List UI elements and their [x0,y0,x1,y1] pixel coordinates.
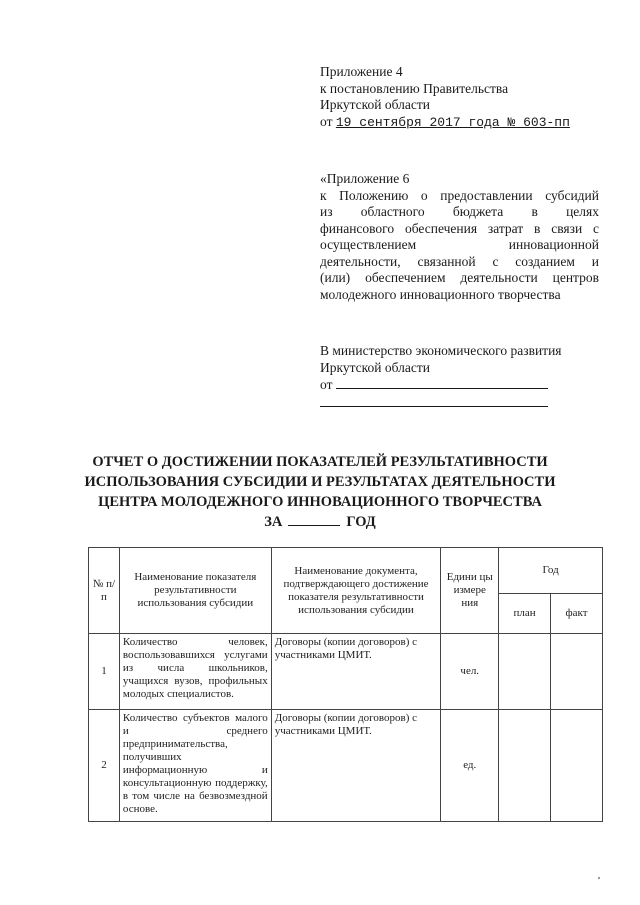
table-header-row [89,548,603,594]
row-num: 1 [89,634,120,710]
appendix-6-line: из областного бюджета в целях [320,204,599,219]
date-value: 19 сентября 2017 года № 603-пп [335,114,570,130]
row-document: Договоры (копии договоров) с участниками ЦМИТ. [271,634,441,710]
addressee-block [320,343,610,411]
row-unit: ед. [441,710,499,822]
addressee-ministry: В министерство экономического развития [320,343,562,358]
header-fact: факт [551,594,603,634]
appendix-4-date [320,114,600,132]
table-row [89,710,603,822]
header-year: Год [499,548,603,594]
appendix-6-line: финансового обеспечения затрат в связи с [320,220,599,236]
report-title [70,452,570,532]
report-period-line [70,512,570,532]
header-document: Наименование документа, подтверждающего достижение показателя результативности использования субсидии [271,548,441,634]
date-prefix: от [320,113,333,129]
scan-speck [598,877,600,879]
row-document: Договоры (копии договоров) с участниками ЦМИТ. [271,710,441,822]
from-label: от [320,377,333,392]
from-line [320,376,610,394]
header-indicator: Наименование показателя результативности использования субсидии [119,548,271,634]
row-num: 2 [89,710,120,822]
appendix-4-region: Иркутской области [320,97,431,112]
report-title-line: ЦЕНТРА МОЛОДЕЖНОГО ИННОВАЦИОННОГО ТВОРЧЕСТВА [98,494,542,510]
from-second-line [320,394,610,412]
from-blank-line[interactable] [336,376,548,389]
appendix-4-header [320,64,600,131]
row-unit: чел. [441,634,499,710]
year-blank[interactable] [288,512,340,526]
row-fact[interactable] [551,710,603,822]
indicators-table [88,547,603,822]
header-unit: Едини цы измере ния [441,548,499,634]
appendix-6-line: деятельности, связанной с созданием и [320,253,599,269]
appendix-6-header [320,171,599,303]
appendix-4-decree: к постановлению Правительства [320,80,509,96]
header-num: № п/п [89,548,120,634]
appendix-6-line: к Положению о предоставлении субсидий [320,187,599,203]
from-blank-line-2[interactable] [320,394,548,407]
report-title-line: ИСПОЛЬЗОВАНИЯ СУБСИДИИ И РЕЗУЛЬТАТАХ ДЕЯТЕЛЬНОСТИ [84,474,556,490]
appendix-6-title: «Приложение 6 [320,171,410,186]
addressee-region: Иркутской области [320,359,431,375]
header-plan: план [499,594,551,634]
row-indicator: Количество субъектов малого и среднего предпринимательства, получивших информационную и консультационную поддержку, в том числе на безвозмездной основе. [119,710,271,822]
table-row [89,634,603,710]
row-plan[interactable] [499,710,551,822]
appendix-4-title: Приложение 4 [320,64,403,79]
row-plan[interactable] [499,634,551,710]
row-fact[interactable] [551,634,603,710]
report-title-line: ОТЧЕТ О ДОСТИЖЕНИИ ПОКАЗАТЕЛЕЙ РЕЗУЛЬТАТИВНОСТИ [92,454,548,470]
appendix-6-line: (или) обеспечением деятельности центров [320,270,599,285]
year-label: ГОД [346,514,376,530]
row-indicator: Количество человек, воспользовавшихся услугами из числа школьников, учащихся вузов, профильных молодых специалистов. [119,634,271,710]
appendix-6-line: осуществлением инновационной [320,237,599,252]
appendix-6-line: молодежного инновационного творчества [320,286,561,302]
for-label: ЗА [264,514,283,530]
